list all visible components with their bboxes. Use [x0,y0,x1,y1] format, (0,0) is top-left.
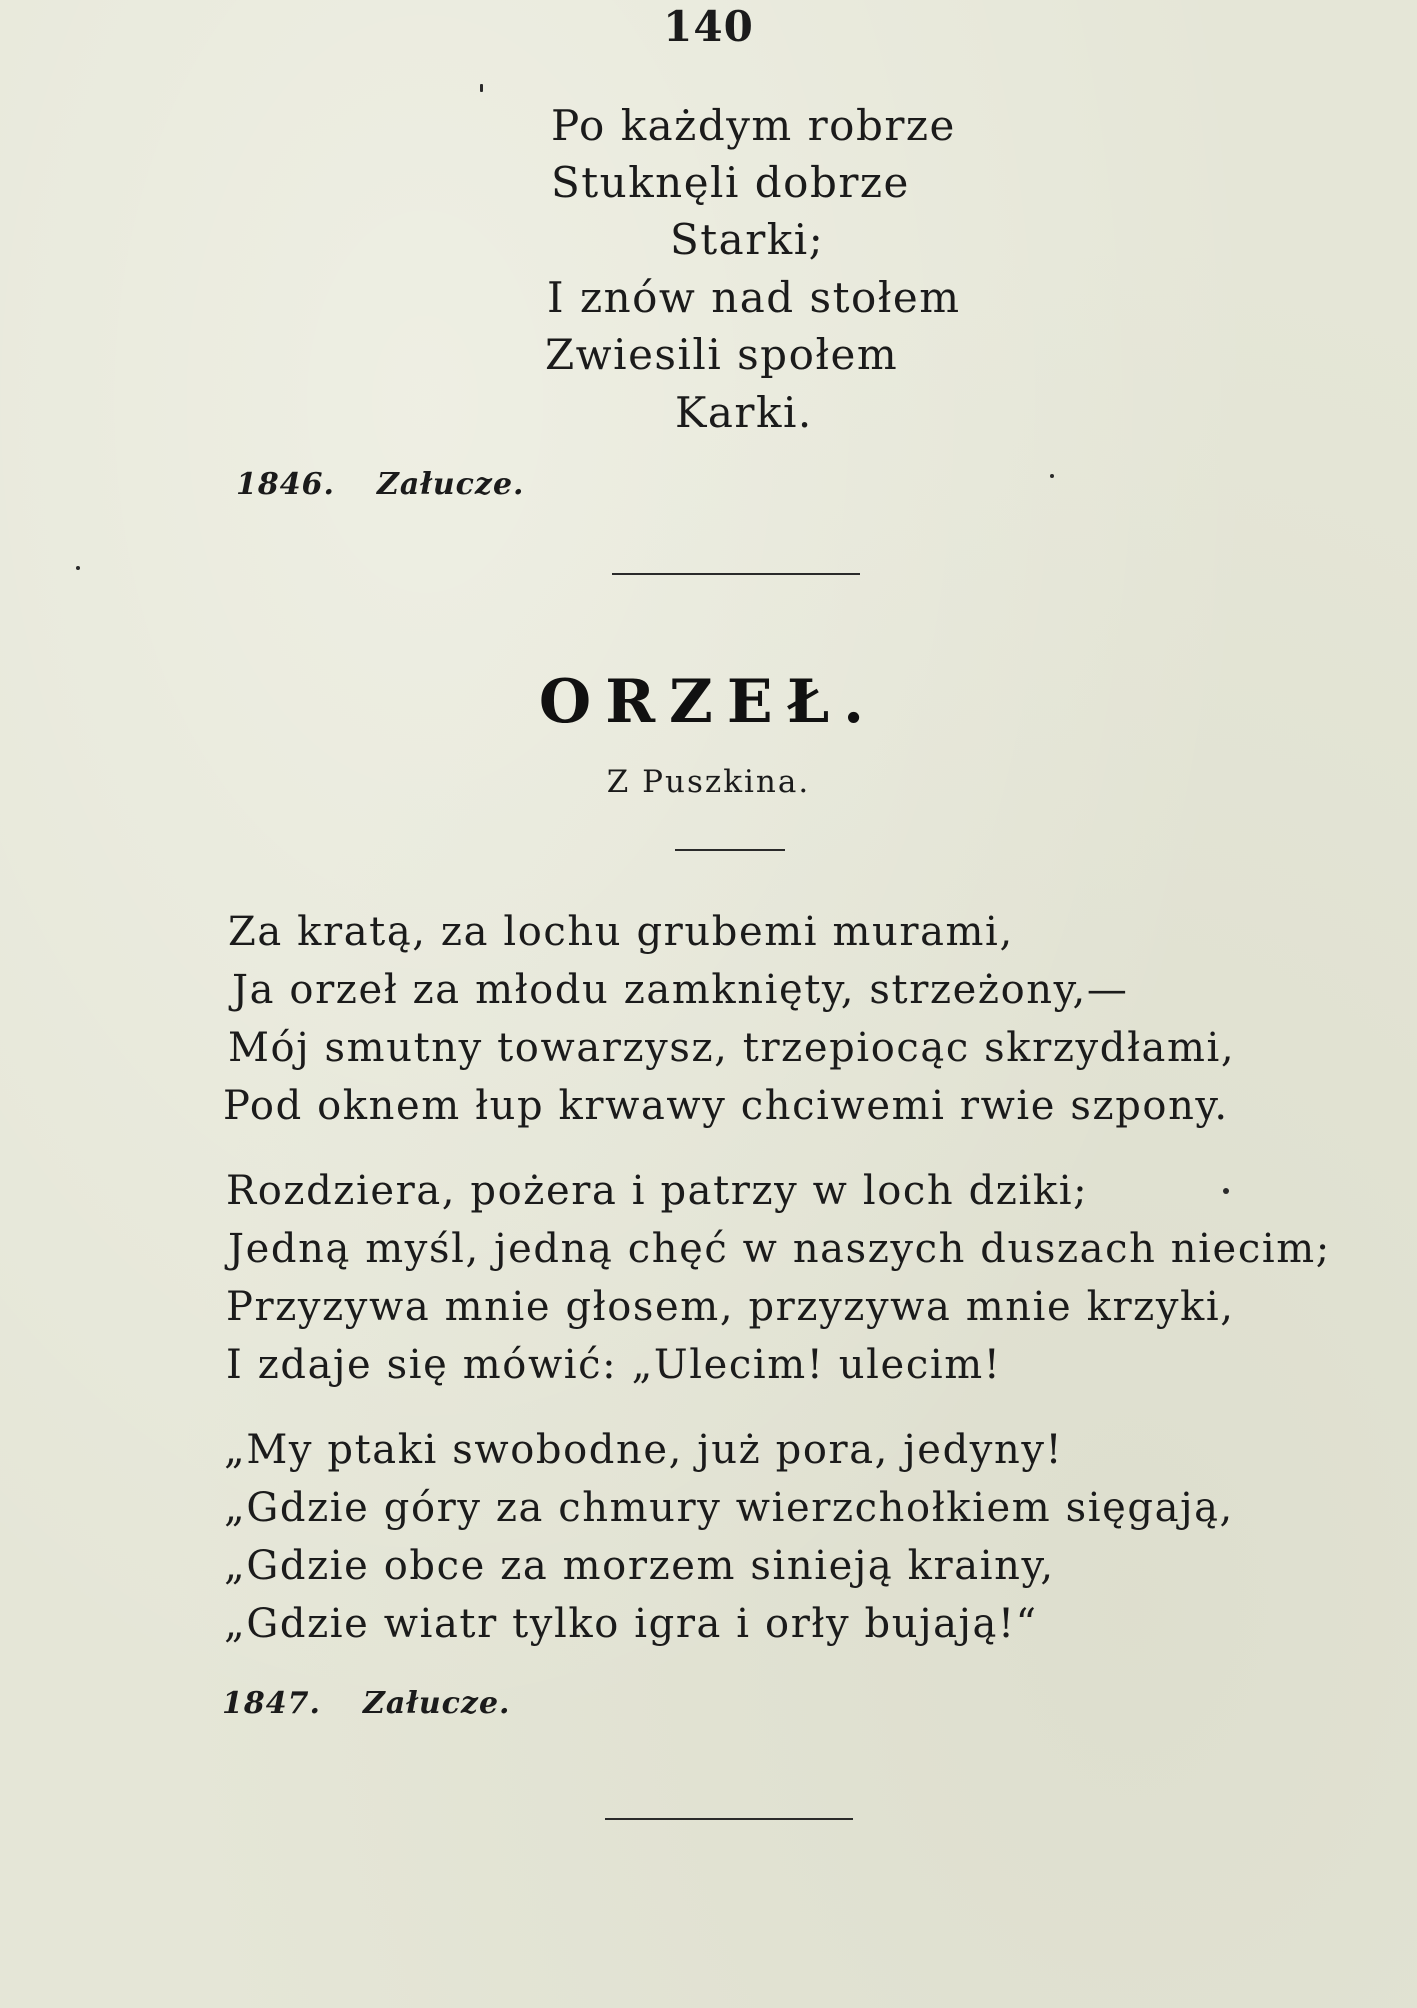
verse-line: „Gdzie góry za chmury wierzchołkiem sięgają, [224,1485,1234,1531]
section-divider-rule [612,573,860,575]
print-speck [76,566,80,570]
poem-subtitle: Z Puszkina. [606,764,811,800]
poem-title: ORZEŁ. [538,667,879,737]
verse-line: „Gdzie wiatr tylko igra i orły bujają!“ [224,1601,1038,1647]
page-number: 140 [663,2,754,51]
title-rule [675,849,785,851]
print-speck [1223,1188,1229,1194]
end-divider-rule [605,1818,853,1820]
verse-line: Przyzywa mnie głosem, przyzywa mnie krzyki, [226,1284,1235,1330]
dateline-place: Załucze. [376,467,525,502]
verse-line: Ja orzeł za młodu zamknięty, strzeżony,— [232,967,1129,1013]
dateline-place: Załucze. [362,1686,511,1721]
print-speck [480,84,483,92]
dateline-year: 1847. [222,1686,321,1721]
verse-line: Stuknęli dobrze [551,158,910,207]
previous-poem-dateline [236,467,524,502]
dateline-year: 1846. [236,467,335,502]
verse-line: I zdaje się mówić: „Ulecim! ulecim! [226,1342,1002,1388]
verse-line: Jedną myśl, jedną chęć w naszych duszach niecim; [228,1226,1331,1272]
verse-line: Zwiesili społem [545,330,899,379]
verse-line: „My ptaki swobodne, już pora, jedyny! [224,1427,1064,1473]
verse-line: I znów nad stołem [547,273,961,322]
verse-line: Po każdym robrze [551,101,956,150]
poem-dateline [222,1686,510,1721]
verse-line: Mój smutny towarzysz, trzepiocąc skrzydłami, [228,1025,1236,1071]
verse-line: Pod oknem łup krwawy chciwemi rwie szpony. [223,1083,1229,1129]
verse-line: Za kratą, za lochu grubemi murami, [228,909,1014,955]
verse-line: Rozdziera, pożera i patrzy w loch dziki; [226,1168,1089,1214]
verse-line: Karki. [675,388,813,437]
verse-line: „Gdzie obce za morzem sinieją krainy, [224,1543,1055,1589]
verse-line: Starki; [670,215,825,264]
print-speck [1050,474,1054,478]
